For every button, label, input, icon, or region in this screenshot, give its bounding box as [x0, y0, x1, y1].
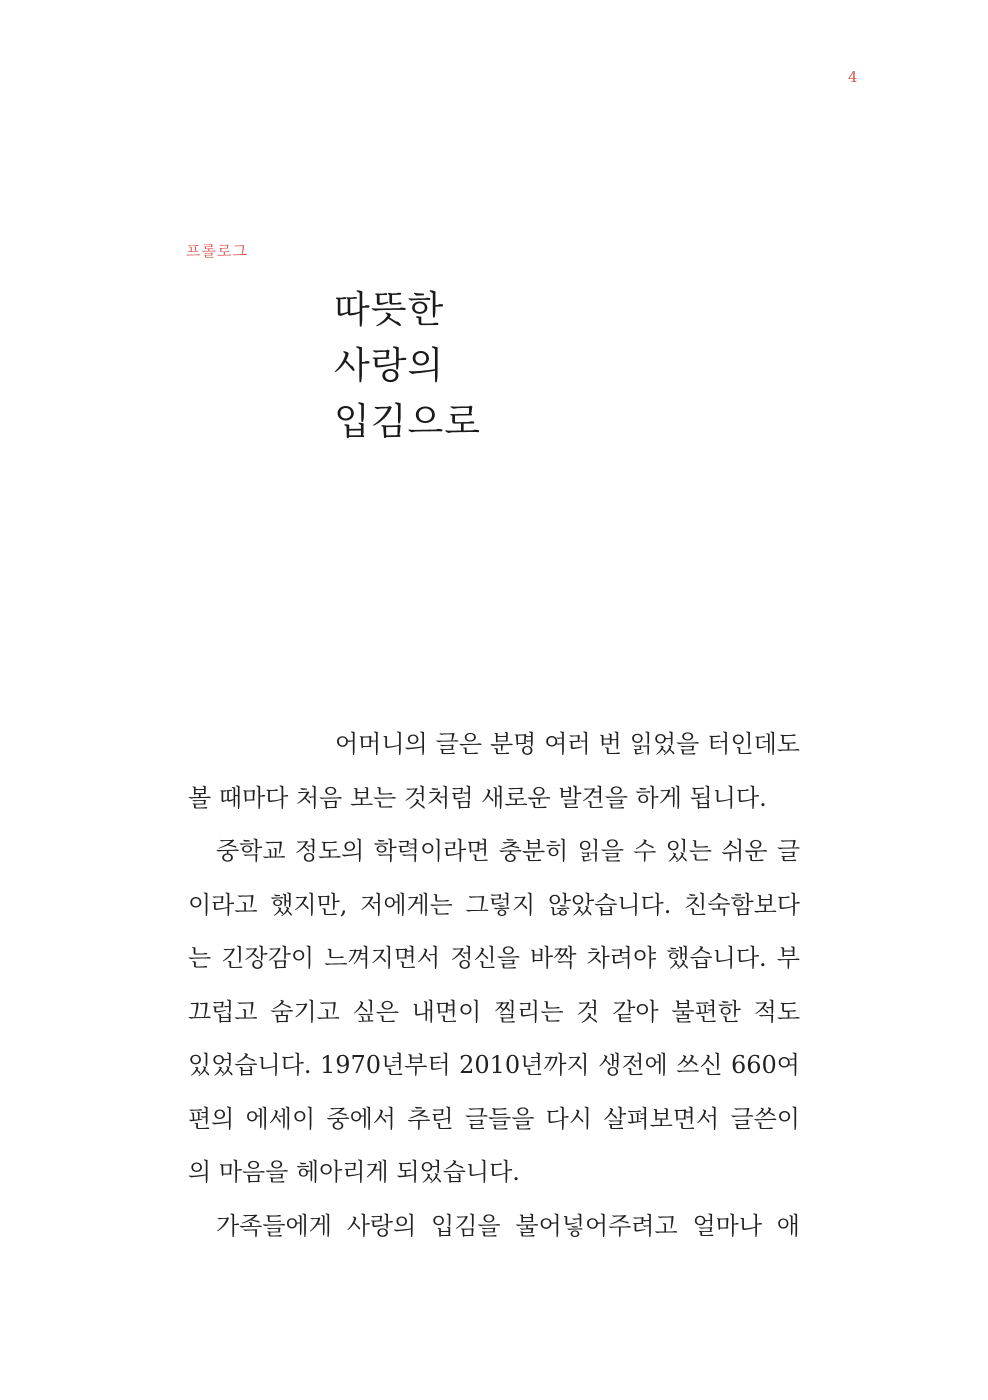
chapter-title-line: 입김으로: [334, 400, 481, 443]
body-line: 이라고 했지만, 저에게는 그렇지 않았습니다. 친숙함보다: [188, 890, 800, 919]
chapter-title-line: 따뜻한: [334, 288, 445, 331]
page-number: 4: [848, 68, 858, 86]
body-line: 는 긴장감이 느껴지면서 정신을 바짝 차려야 했습니다. 부: [188, 944, 800, 972]
body-line: 중학교 정도의 학력이라면 충분히 읽을 수 있는 쉬운 글: [216, 837, 800, 865]
body-line: 가족들에게 사랑의 입김을 불어넣어주려고 얼마나 애: [216, 1211, 800, 1240]
chapter-title-line: 사랑의: [334, 344, 445, 387]
body-line: 볼 때마다 처음 보는 것처럼 새로운 발견을 하게 됩니다.: [188, 783, 767, 812]
body-line: 있었습니다. 1970년부터 2010년까지 생전에 쓰신 660여: [188, 1051, 800, 1079]
chapter-title: [334, 282, 481, 450]
body-line: 어머니의 글은 분명 여러 번 읽었을 터인데도: [335, 730, 800, 758]
body-text: [188, 718, 800, 1253]
body-line: 의 마음을 헤아리게 되었습니다.: [188, 1158, 520, 1186]
body-line: 끄럽고 숨기고 싶은 내면이 찔리는 것 같아 불편한 적도: [188, 997, 800, 1026]
body-line: 편의 에세이 중에서 추린 글들을 다시 살펴보면서 글쓴이: [188, 1104, 800, 1133]
chapter-label: 프롤로그: [186, 242, 248, 260]
